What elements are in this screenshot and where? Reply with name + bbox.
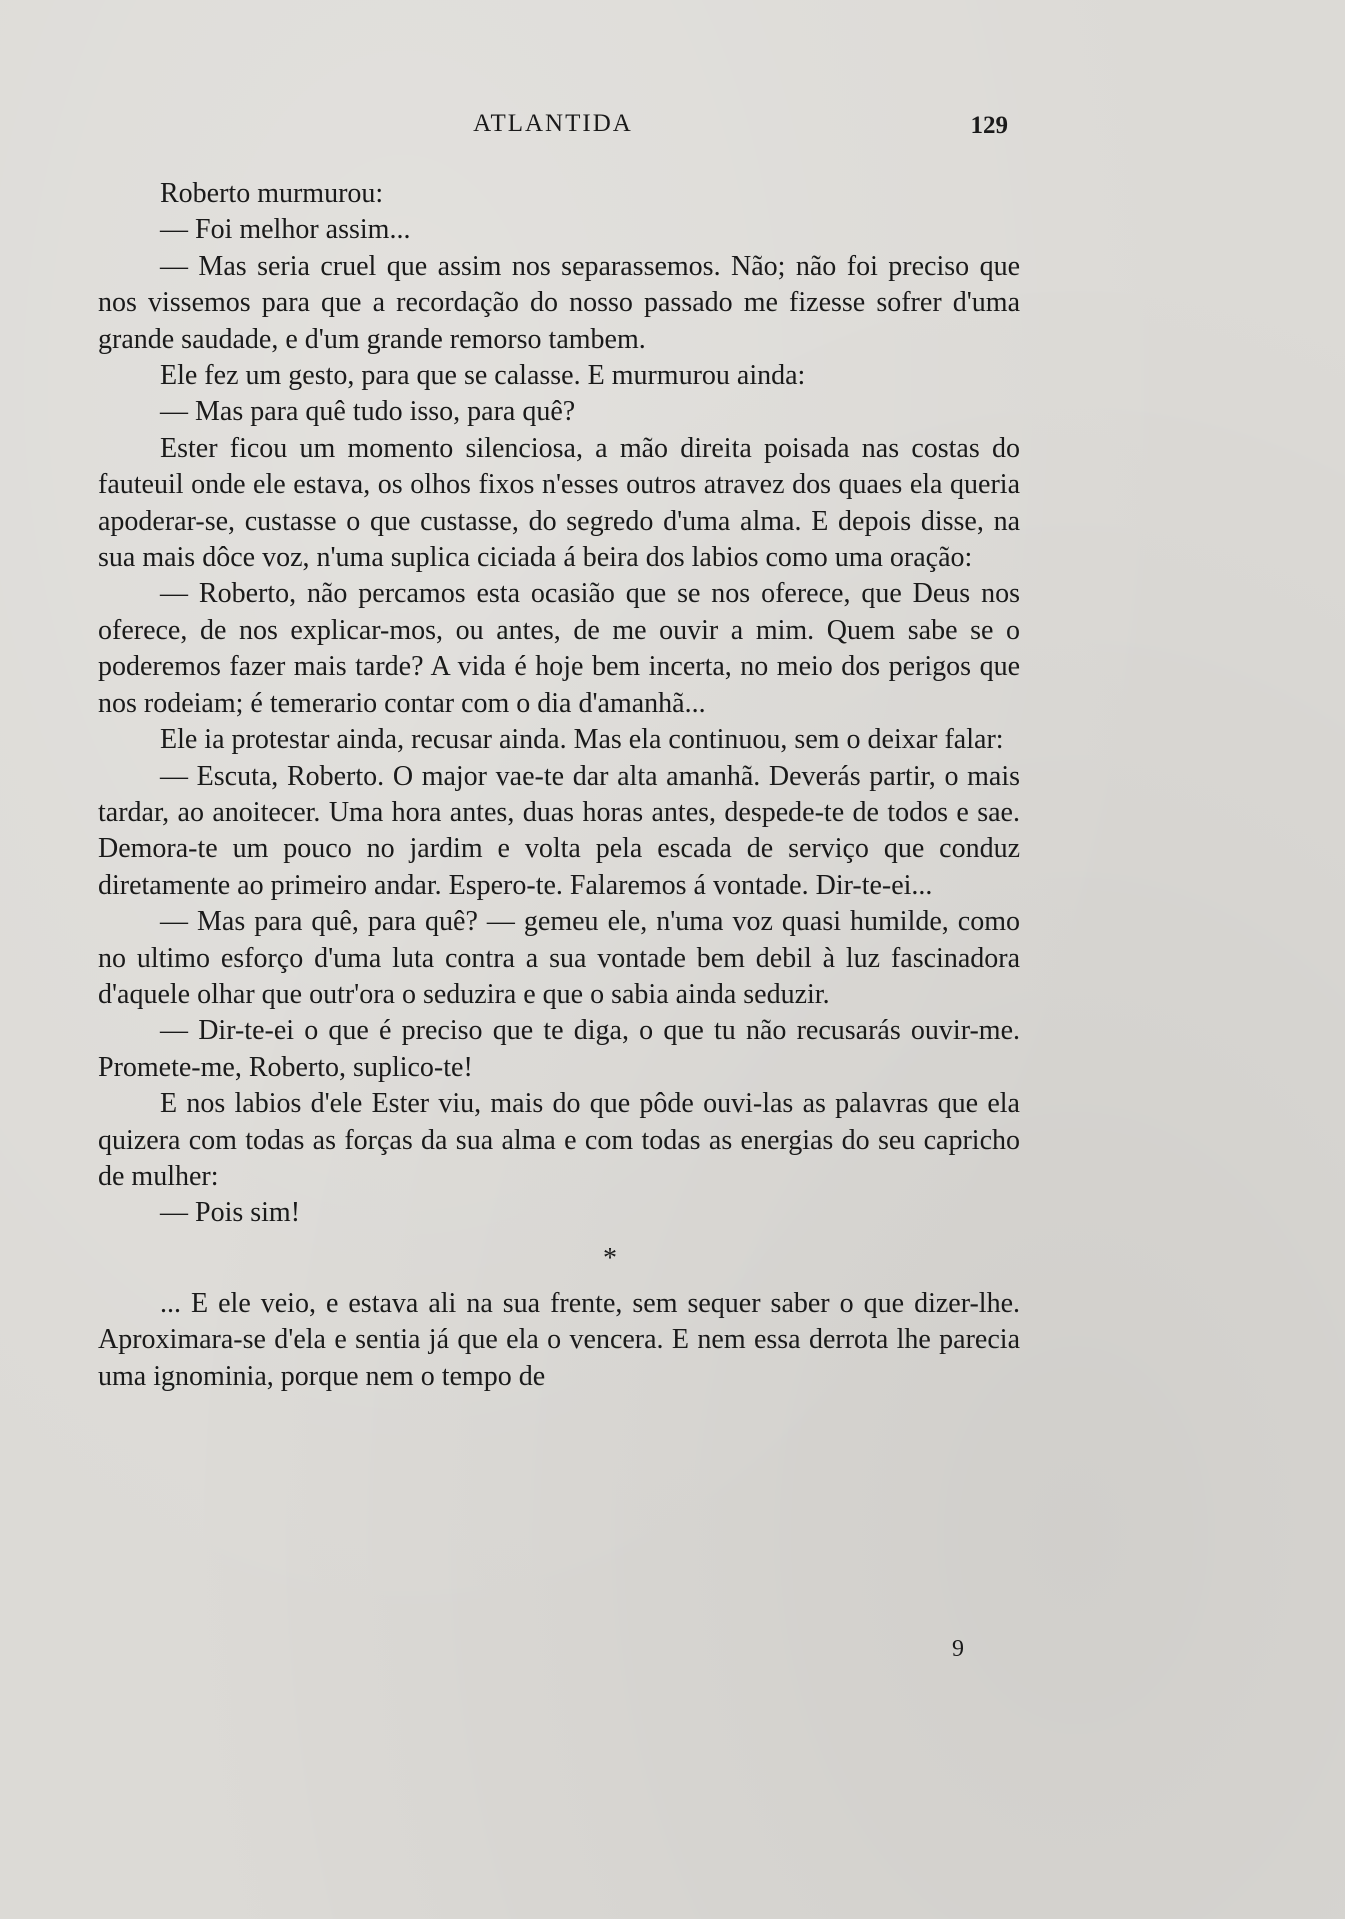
running-title: ATLANTIDA xyxy=(473,110,633,137)
body-text xyxy=(98,176,1020,1395)
paragraph: Roberto murmurou: xyxy=(160,178,384,209)
page-number: 129 xyxy=(970,112,1008,139)
paragraph: — Mas seria cruel que assim nos separassemos. Não; não foi preciso que nos vissemos para que a recordação do nosso passado me fizesse sofrer d'uma grande saudade, e d'um grande remorso tambem. xyxy=(98,250,1020,355)
paragraph: Ester ficou um momento silenciosa, a mão direita poisada nas costas do fauteuil onde ele estava, os olhos fixos n'esses outros atravez dos quaes ela queria apoderar-se, custasse o que custasse, do segredo d'uma alma. E depois disse, na sua mais dôce voz, n'uma suplica ciciada á beira dos labios como uma oração: xyxy=(98,432,1020,574)
paragraph: E nos labios d'ele Ester viu, mais do que pôde ouvi-las as palavras que ela quizera com todas as forças da sua alma e com todas as energias do seu capricho de mulher: xyxy=(98,1088,1020,1192)
paragraph: — Mas para quê, para quê? — gemeu ele, n'uma voz quasi humilde, como no ultimo esforço d'uma luta contra a sua vontade bem debil à luz fascinadora d'aquele olhar que outr'ora o seduzira e que o sabia ainda seduzir. xyxy=(98,906,1020,1010)
running-head xyxy=(98,110,1008,150)
paragraph: Ele fez um gesto, para que se calasse. E murmurou ainda: xyxy=(160,360,806,392)
paragraph: — Pois sim! xyxy=(160,1197,301,1229)
section-break-asterisk: * xyxy=(603,1242,617,1274)
paragraph: — Dir-te-ei o que é preciso que te diga, o que tu não recusarás ouvir-me. Promete-me, Roberto, suplico-te! xyxy=(98,1015,1020,1083)
paragraph: — Mas para quê tudo isso, para quê? xyxy=(160,396,576,428)
paragraph: — Roberto, não percamos esta ocasião que se nos oferece, que Deus nos oferece, de nos explicar-mos, ou antes, de me ouvir a mim. Quem sabe se o poderemos fazer mais tarde? A vida é hoje bem incerta, no meio dos perigos que nos rodeiam; é temerario contar com o dia d'amanhã... xyxy=(98,578,1020,719)
paragraph: — Foi melhor assim... xyxy=(160,214,411,246)
closing-paragraph: ... E ele veio, e estava ali na sua frente, sem sequer saber o que dizer-lhe. Aproximara-se d'ela e sentia já que ela o vencera. E nem essa derrota lhe parecia uma ignominia, porque nem o tempo de xyxy=(98,1287,1020,1392)
signature-mark: 9 xyxy=(952,1636,964,1662)
paragraph: Ele ia protestar ainda, recusar ainda. Mas ela continuou, sem o deixar falar: xyxy=(160,724,1004,756)
paragraph: — Escuta, Roberto. O major vae-te dar alta amanhã. Deverás partir, o mais tardar, ao anoitecer. Uma hora antes, duas horas antes, despede-te de todos e sae. Demora-te um pouco no jardim e volta pela escada de serviço que conduz diretamente ao primeiro andar. Espero-te. Falaremos á vontade. Dir-te-ei... xyxy=(98,760,1020,901)
